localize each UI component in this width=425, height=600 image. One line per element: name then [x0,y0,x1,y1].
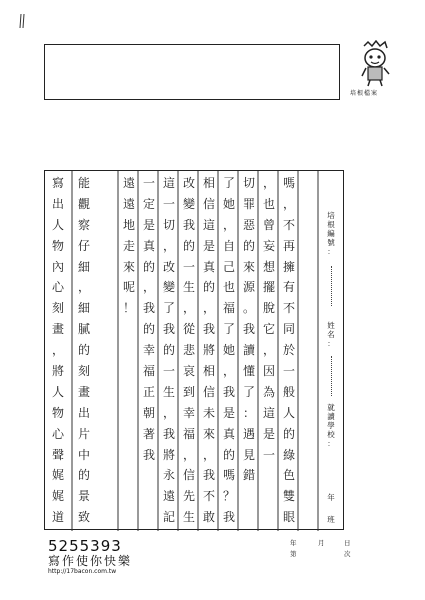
name-label [326,321,336,348]
essay-column-8 [140,173,158,465]
label-char: 姓 [327,321,335,330]
label-char: 號 [327,238,335,247]
handwritten-char: 悲 [182,343,195,358]
essay-column-9 [120,173,138,319]
handwritten-char: 將 [51,364,64,379]
handwritten-char: 觀 [77,196,90,211]
label-char: 校 [327,430,335,439]
handwritten-char: 仔 [77,238,90,253]
handwritten-char: 信 [202,384,215,399]
handwritten-char: 生 [162,384,175,399]
handwritten-char: 的 [202,280,215,295]
handwritten-char: 一 [142,176,155,190]
handwritten-char: 能 [77,176,90,190]
handwritten-char: 我 [202,468,215,483]
label-char: 讀 [327,412,335,421]
footer-no-label: 第 [290,550,297,558]
handwritten-char: 寫 [51,176,64,190]
handwritten-char: 正 [142,384,155,399]
handwritten-char: 是 [142,217,155,232]
handwritten-char: 膩 [77,322,90,337]
handwritten-char: 出 [51,196,64,211]
handwritten-char: 。 [242,301,255,316]
handwritten-char: 人 [51,217,64,232]
class-label: 班 [327,515,335,524]
handwritten-char: 心 [51,280,64,295]
handwritten-char: 幸 [142,343,155,358]
handwritten-char: 它 [262,322,275,337]
handwritten-char: 一 [262,447,275,462]
handwritten-char: 一 [162,364,175,379]
handwritten-char: 娓 [51,468,64,483]
handwritten-char: 的 [77,468,90,483]
handwritten-char: 幸 [182,405,195,420]
essay-column-6 [180,173,198,528]
handwritten-char: 來 [242,259,255,274]
handwritten-char: 刻 [51,301,64,316]
handwritten-char: 聲 [51,447,64,462]
handwritten-char: 敢 [202,510,215,525]
handwritten-char: ， [282,196,295,211]
handwritten-char: 這 [202,217,215,232]
essay-column-3 [240,173,258,486]
handwritten-char: 物 [51,405,64,420]
footer-times-label: 次 [344,550,351,558]
handwritten-char: 片 [77,426,90,441]
teacher-id-label [326,211,336,256]
handwritten-char: 懂 [242,364,255,379]
handwritten-char: 同 [282,322,295,337]
handwritten-char: 有 [282,280,295,295]
handwritten-char: ， [222,364,235,379]
essay-column-2 [260,173,278,465]
handwritten-char: 著 [142,426,155,441]
handwritten-char: 不 [282,217,295,232]
handwritten-char: 來 [122,259,135,274]
handwritten-char: ： [242,405,255,420]
handwritten-char: 永 [162,468,175,483]
handwritten-char: ， [262,176,275,190]
handwritten-char: 道 [51,510,64,525]
handwritten-char: 走 [122,238,135,253]
handwritten-char: 眼 [282,510,295,525]
handwritten-char: 變 [162,280,175,295]
handwritten-char: 朝 [142,405,155,420]
label-char: ： [327,247,335,256]
handwritten-char: 心 [51,426,64,441]
footer-day-label: 日 [344,539,351,547]
handwritten-char: 福 [142,364,155,379]
handwritten-char: 我 [162,322,175,337]
handwritten-char: 定 [142,196,155,211]
handwritten-char: 人 [51,384,64,399]
handwritten-char: 因 [262,364,275,379]
handwritten-char: 真 [222,426,235,441]
handwritten-char: ？ [222,489,235,504]
essay-column-4 [220,173,238,528]
handwritten-char: 也 [262,196,275,211]
serial-number: 5255393 [48,537,122,555]
handwritten-char: 我 [142,447,155,462]
handwritten-char: ， [51,343,64,358]
handwritten-char: ， [162,405,175,420]
essay-column-1 [280,173,298,528]
handwritten-char: 讀 [242,343,255,358]
handwritten-char: 的 [222,447,235,462]
handwritten-char: 自 [222,238,235,253]
handwritten-char: 曾 [262,217,275,232]
footer-year-label: 年 [290,539,297,547]
handwritten-char: 遠 [122,196,135,211]
handwritten-char: 改 [162,259,175,274]
handwritten-char: 內 [51,259,64,274]
site-url: http://17bacon.com.tw [48,568,117,575]
corner-mark-icon [18,12,32,30]
handwritten-char: 先 [182,489,195,504]
handwritten-char: 我 [242,322,255,337]
handwritten-char: 擺 [262,280,275,295]
handwritten-char: ， [222,217,235,232]
handwritten-char: 畫 [51,322,64,337]
handwritten-char: 細 [77,301,90,316]
handwritten-char: 真 [142,238,155,253]
footer-month-label: 月 [318,539,325,547]
handwritten-char: 我 [162,426,175,441]
handwritten-char: 一 [162,196,175,211]
handwritten-char: 的 [142,322,155,337]
handwritten-char: 擁 [282,259,295,274]
handwritten-char: 是 [262,426,275,441]
handwritten-char: 福 [182,426,195,441]
handwritten-char: 真 [202,259,215,274]
handwritten-char: 這 [262,405,275,420]
footer-brand [48,538,148,576]
handwritten-char: 改 [182,176,195,190]
label-char: ： [327,339,335,348]
handwritten-char: 娓 [51,489,64,504]
handwritten-char: 出 [77,405,90,420]
handwritten-char: 福 [222,301,235,316]
handwritten-char: 一 [282,364,295,379]
grade-label: 年 [327,493,335,502]
handwritten-char: 來 [202,426,215,441]
handwritten-char: 畫 [77,384,90,399]
handwritten-char: 將 [162,447,175,462]
handwritten-char: 為 [262,384,275,399]
writing-sheet [44,170,344,530]
handwritten-char: 的 [242,238,255,253]
handwritten-char: 了 [222,322,235,337]
handwritten-char: 從 [182,322,195,337]
handwritten-char: 我 [142,301,155,316]
teacher-id-line [331,266,333,306]
handwritten-char: 生 [182,280,195,295]
handwritten-char: 呢 [122,280,135,295]
mascot-label: 培根檔案 [350,90,379,97]
header-box [44,44,340,100]
handwritten-char: 再 [282,238,295,253]
handwritten-char: ， [202,447,215,462]
handwritten-char: ， [182,447,195,462]
handwritten-char: 錯 [242,468,255,483]
slogan: 寫作使你快樂 [48,554,133,568]
handwritten-char: 遠 [162,489,175,504]
handwritten-char: ， [77,280,90,295]
handwritten-char: ， [262,343,275,358]
handwritten-char: 中 [77,447,90,462]
handwritten-char: 信 [182,468,195,483]
handwritten-char: 於 [282,343,295,358]
handwritten-char: 這 [162,176,175,190]
handwritten-char: 是 [222,405,235,420]
label-char: ： [327,439,335,448]
handwritten-char: 的 [77,343,90,358]
handwritten-char: 的 [142,259,155,274]
comment-column-1 [49,173,67,528]
handwritten-char: 相 [202,176,215,190]
label-char: 培 [327,211,335,220]
handwritten-char: 遇 [242,426,255,441]
school-label [326,403,336,448]
name-line [331,356,333,396]
handwritten-char: 了 [162,301,175,316]
handwritten-char: 了 [222,176,235,190]
handwritten-char: 遠 [122,176,135,190]
handwritten-char: ！ [122,301,135,316]
handwritten-char: 綠 [282,447,295,462]
handwritten-char: 切 [242,176,255,190]
handwritten-char: 地 [122,217,135,232]
handwritten-char: ， [162,238,175,253]
handwritten-char: 的 [162,343,175,358]
handwritten-char: 也 [222,280,235,295]
handwritten-char: 的 [282,426,295,441]
handwritten-char: 是 [202,238,215,253]
comment-column-2 [75,173,93,528]
handwritten-char: 她 [222,343,235,358]
handwritten-char: 細 [77,259,90,274]
handwritten-char: 想 [262,259,275,274]
handwritten-char: 嗎 [222,468,235,483]
handwritten-char: ， [142,280,155,295]
handwritten-char: 脫 [262,301,275,316]
label-char: 名 [327,330,335,339]
handwritten-char: 雙 [282,489,295,504]
label-char: 編 [327,229,335,238]
handwritten-char: 她 [222,196,235,211]
handwritten-char: ， [182,301,195,316]
handwritten-char: 般 [282,384,295,399]
handwritten-char: 變 [182,196,195,211]
essay-column-7 [160,173,178,528]
handwritten-char: 景 [77,489,90,504]
handwritten-char: 人 [282,405,295,420]
handwritten-char: 罪 [242,196,255,211]
label-char: 就 [327,403,335,412]
bacon-mascot-icon [356,40,394,88]
handwritten-char: 的 [182,238,195,253]
handwritten-char: 哀 [182,364,195,379]
handwritten-char: 物 [51,238,64,253]
handwritten-char: 見 [242,447,255,462]
label-char: 學 [327,421,335,430]
handwritten-char: 致 [77,510,90,525]
handwritten-char: 惡 [242,217,255,232]
handwritten-char: 信 [202,196,215,211]
handwritten-char: 嗎 [282,176,295,190]
handwritten-char: 生 [182,510,195,525]
handwritten-char: 未 [202,405,215,420]
handwritten-char: 源 [242,280,255,295]
handwritten-char: 我 [222,510,235,525]
handwritten-char: 將 [202,343,215,358]
handwritten-char: 己 [222,259,235,274]
handwritten-char: 到 [182,384,195,399]
handwritten-char: 色 [282,468,295,483]
handwritten-char: ， [202,301,215,316]
handwritten-char: 我 [182,217,195,232]
handwritten-char: 了 [242,384,255,399]
handwritten-char: 相 [202,364,215,379]
handwritten-char: 刻 [77,364,90,379]
handwritten-char: 不 [282,301,295,316]
handwritten-char: 我 [222,384,235,399]
handwritten-char: 察 [77,217,90,232]
handwritten-char: 妄 [262,238,275,253]
handwritten-char: 不 [202,489,215,504]
label-char: 根 [327,220,335,229]
handwritten-char: 切 [162,217,175,232]
handwritten-char: 記 [162,510,175,525]
handwritten-char: 一 [182,259,195,274]
essay-column-5 [200,173,218,528]
handwritten-char: 我 [202,322,215,337]
